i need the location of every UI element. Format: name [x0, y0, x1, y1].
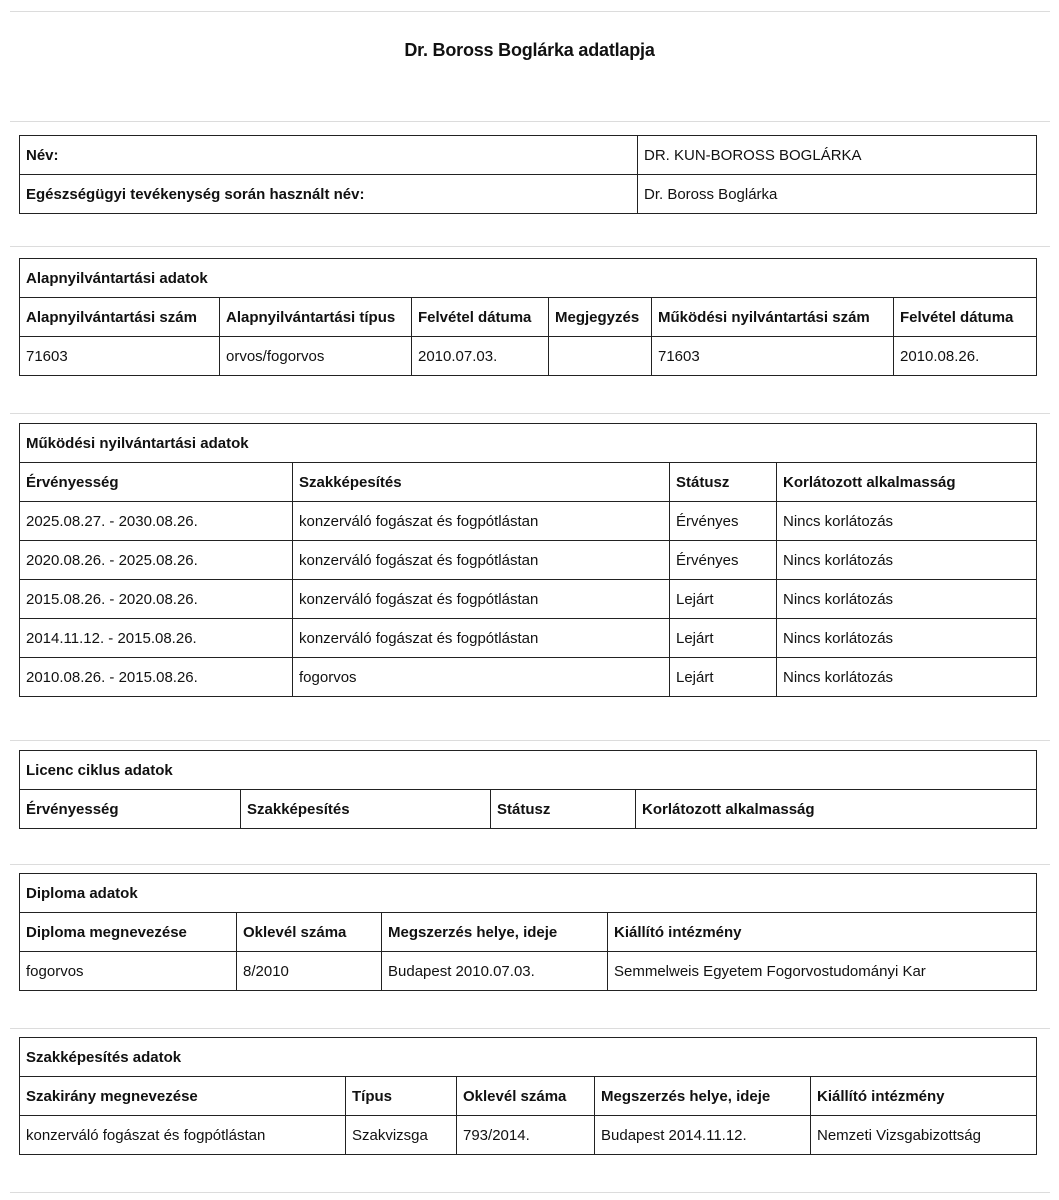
table-cell: Budapest 2010.07.03. — [382, 952, 608, 991]
table-cell: 2015.08.26. - 2020.08.26. — [20, 580, 293, 619]
table-caption-row — [20, 259, 1037, 298]
table-cell: konzerváló fogászat és fogpótlástan — [293, 502, 670, 541]
column-header: Érvényesség — [20, 790, 241, 829]
column-header: Megszerzés helye, ideje — [382, 913, 608, 952]
table-caption-row — [20, 424, 1037, 463]
table-cell — [549, 337, 652, 376]
divider — [10, 1028, 1050, 1029]
column-header: Megszerzés helye, ideje — [595, 1077, 811, 1116]
divider — [10, 121, 1050, 122]
table-cell: 2014.11.12. - 2015.08.26. — [20, 619, 293, 658]
column-header: Alapnyilvántartási szám — [20, 298, 220, 337]
table-caption-row — [20, 751, 1037, 790]
table-row — [20, 1116, 1037, 1155]
column-header: Oklevél száma — [457, 1077, 595, 1116]
table-cell: 8/2010 — [237, 952, 382, 991]
column-header: Kiállító intézmény — [811, 1077, 1037, 1116]
divider — [10, 864, 1050, 865]
divider — [10, 246, 1050, 247]
practice-name-label: Egészségügyi tevékenység során használt név: — [20, 175, 638, 214]
table-cell: 2010.08.26. - 2015.08.26. — [20, 658, 293, 697]
basic-registration-table — [19, 258, 1037, 376]
identity-table — [19, 135, 1037, 214]
specialization-table — [19, 1037, 1037, 1155]
table-cell: Nincs korlátozás — [777, 502, 1037, 541]
table-row — [20, 658, 1037, 697]
column-header: Diploma megnevezése — [20, 913, 237, 952]
column-header: Érvényesség — [20, 463, 293, 502]
table-cell: Nincs korlátozás — [777, 619, 1037, 658]
column-header: Típus — [346, 1077, 457, 1116]
column-header: Szakképesítés — [241, 790, 491, 829]
section-caption: Alapnyilvántartási adatok — [20, 259, 1037, 298]
practice-name-value: Dr. Boross Boglárka — [638, 175, 1037, 214]
table-cell: 2010.08.26. — [894, 337, 1037, 376]
section-caption: Szakképesítés adatok — [20, 1038, 1037, 1077]
column-header: Kiállító intézmény — [608, 913, 1037, 952]
table-cell: Nemzeti Vizsgabizottság — [811, 1116, 1037, 1155]
table-row — [20, 502, 1037, 541]
table-header-row — [20, 913, 1037, 952]
license-cycle-table — [19, 750, 1037, 829]
table-cell: konzerváló fogászat és fogpótlástan — [293, 580, 670, 619]
column-header: Szakképesítés — [293, 463, 670, 502]
table-row — [20, 952, 1037, 991]
table-cell: Nincs korlátozás — [777, 658, 1037, 697]
table-caption-row — [20, 1038, 1037, 1077]
page-title: Dr. Boross Boglárka adatlapja — [404, 40, 655, 60]
table-cell: Lejárt — [670, 658, 777, 697]
table-cell: Érvényes — [670, 502, 777, 541]
table-cell: fogorvos — [293, 658, 670, 697]
table-cell: Budapest 2014.11.12. — [595, 1116, 811, 1155]
column-header: Felvétel dátuma — [412, 298, 549, 337]
diploma-table — [19, 873, 1037, 991]
section-caption: Licenc ciklus adatok — [20, 751, 1037, 790]
column-header: Korlátozott alkalmasság — [636, 790, 1037, 829]
divider — [10, 413, 1050, 414]
table-header-row — [20, 1077, 1037, 1116]
table-cell: konzerváló fogászat és fogpótlástan — [293, 541, 670, 580]
column-header: Működési nyilvántartási szám — [652, 298, 894, 337]
table-cell: Lejárt — [670, 580, 777, 619]
table-cell: 71603 — [20, 337, 220, 376]
column-header: Státusz — [670, 463, 777, 502]
table-row — [20, 337, 1037, 376]
column-header: Oklevél száma — [237, 913, 382, 952]
divider — [10, 740, 1050, 741]
table-cell: Nincs korlátozás — [777, 541, 1037, 580]
name-label: Név: — [20, 136, 638, 175]
table-cell: 71603 — [652, 337, 894, 376]
table-header-row — [20, 463, 1037, 502]
column-header: Korlátozott alkalmasság — [777, 463, 1037, 502]
table-row — [20, 619, 1037, 658]
section-caption: Diploma adatok — [20, 874, 1037, 913]
table-row — [20, 136, 1037, 175]
table-cell: 2010.07.03. — [412, 337, 549, 376]
column-header: Státusz — [491, 790, 636, 829]
operating-registration-table — [19, 423, 1037, 697]
column-header: Megjegyzés — [549, 298, 652, 337]
table-cell: Lejárt — [670, 619, 777, 658]
table-cell: 2025.08.27. - 2030.08.26. — [20, 502, 293, 541]
table-header-row — [20, 298, 1037, 337]
bottom-divider — [10, 1192, 1050, 1193]
column-header: Szakirány megnevezése — [20, 1077, 346, 1116]
table-cell: Szakvizsga — [346, 1116, 457, 1155]
table-cell: orvos/fogorvos — [220, 337, 412, 376]
table-header-row — [20, 790, 1037, 829]
table-cell: Nincs korlátozás — [777, 580, 1037, 619]
table-caption-row — [20, 874, 1037, 913]
column-header: Felvétel dátuma — [894, 298, 1037, 337]
table-row — [20, 580, 1037, 619]
table-cell: 793/2014. — [457, 1116, 595, 1155]
table-cell: konzerváló fogászat és fogpótlástan — [20, 1116, 346, 1155]
table-cell: Érvényes — [670, 541, 777, 580]
name-value: DR. KUN-BOROSS BOGLÁRKA — [638, 136, 1037, 175]
top-divider — [10, 11, 1050, 12]
section-caption: Működési nyilvántartási adatok — [20, 424, 1037, 463]
table-cell: Semmelweis Egyetem Fogorvostudományi Kar — [608, 952, 1037, 991]
column-header: Alapnyilvántartási típus — [220, 298, 412, 337]
table-row — [20, 541, 1037, 580]
table-cell: konzerváló fogászat és fogpótlástan — [293, 619, 670, 658]
table-cell: fogorvos — [20, 952, 237, 991]
table-row — [20, 175, 1037, 214]
table-cell: 2020.08.26. - 2025.08.26. — [20, 541, 293, 580]
